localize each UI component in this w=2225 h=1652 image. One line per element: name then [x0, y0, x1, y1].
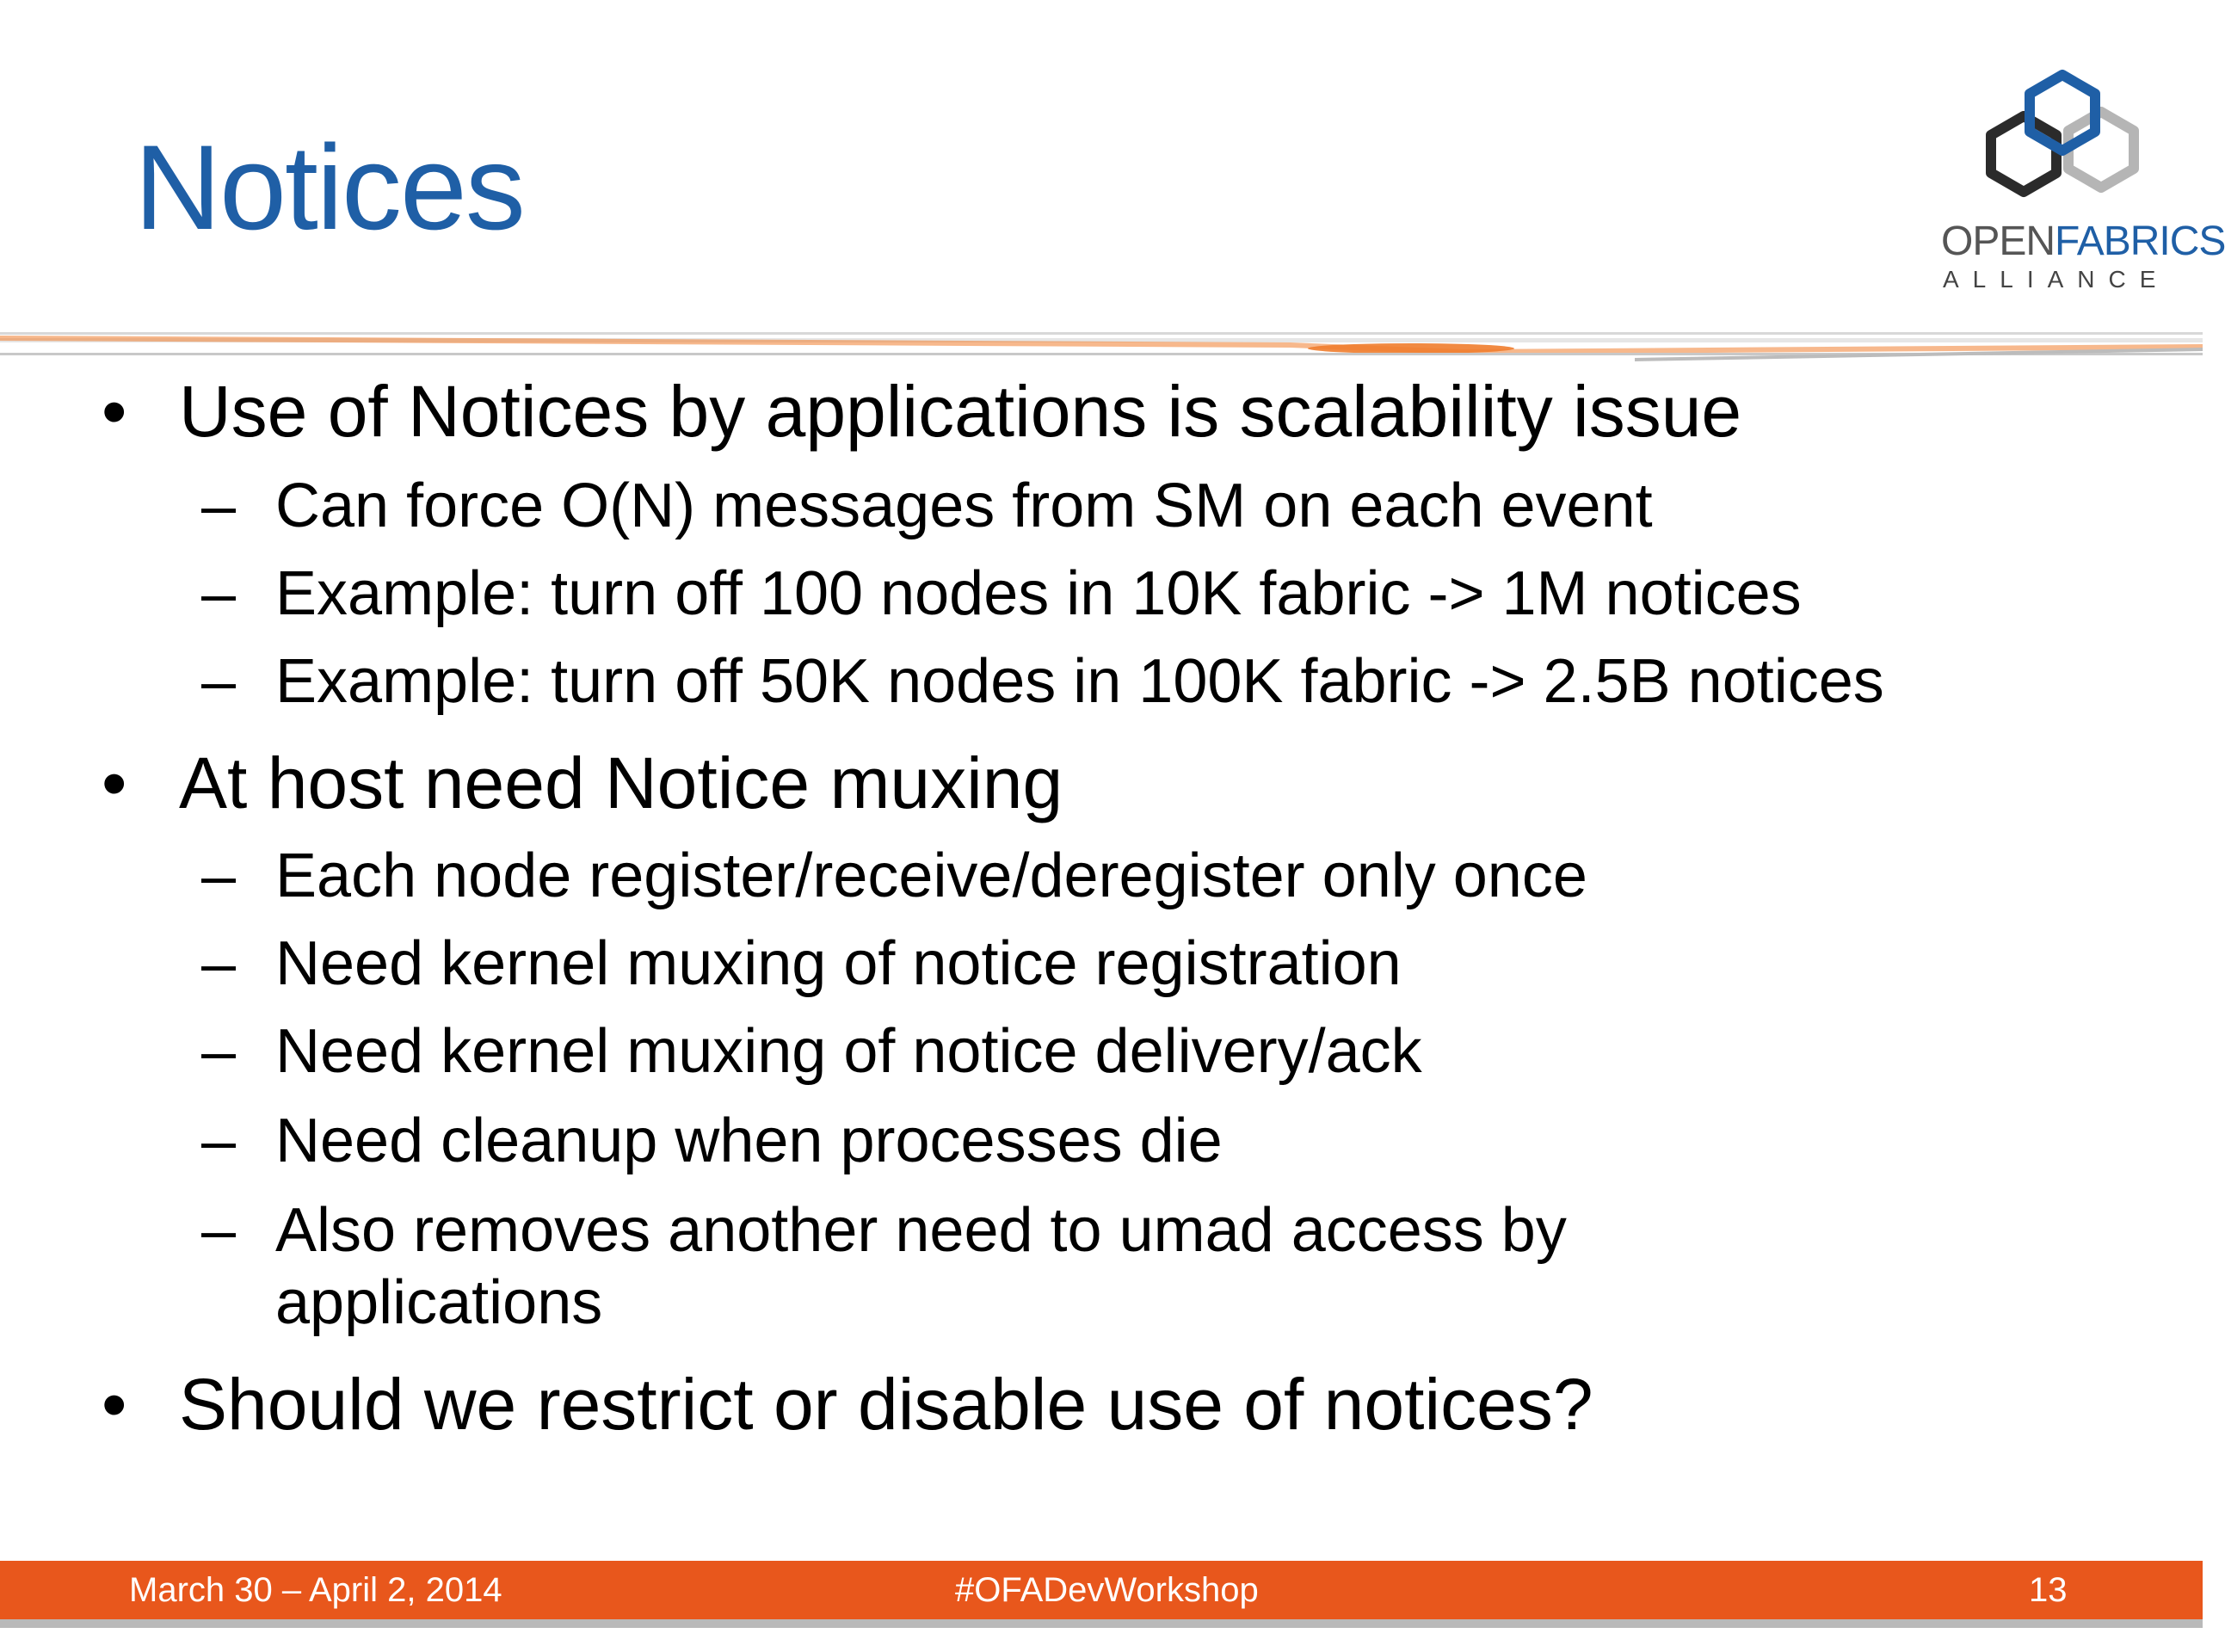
sub-bullet-item: – Each node register/receive/deregister only once [201, 841, 1587, 910]
hexagon-logo-icon [1972, 65, 2161, 219]
slide-title: Notices [134, 120, 524, 255]
footer-bar [0, 1561, 2203, 1619]
footer-hashtag: #OFADevWorkshop [955, 1571, 1259, 1609]
footer-shadow [0, 1619, 2203, 1628]
sub-bullet-item: – Need kernel muxing of notice delivery/ack [201, 1017, 1422, 1086]
sub-bullet-item: – Example: turn off 50K nodes in 100K fabric -> 2.5B notices [201, 647, 1884, 716]
page-number: 13 [2029, 1571, 2068, 1609]
sub-bullet-item: – Need cleanup when processes die [201, 1106, 1223, 1175]
logo-subtitle: ALLIANCE [1943, 266, 2170, 293]
sub-bullet-item: – Example: turn off 100 nodes in 10K fabric -> 1M notices [201, 559, 1802, 628]
sub-bullet-item: – Also removes another need to umad access by [201, 1196, 1567, 1265]
bullet-item: • Should we restrict or disable use of notices? [102, 1364, 1593, 1445]
footer-date: March 30 – April 2, 2014 [129, 1571, 502, 1609]
sub-bullet-continuation: applications [275, 1268, 603, 1337]
header-divider [0, 324, 2203, 375]
bullet-item: • Use of Notices by applications is scalability issue [102, 371, 1742, 452]
sub-bullet-item: – Need kernel muxing of notice registration [201, 929, 1402, 998]
bullet-item: • At host need Notice muxing [102, 743, 1063, 823]
sub-bullet-item: – Can force O(N) messages from SM on each event [201, 472, 1653, 540]
logo-wordmark: OPENFABRICS [1941, 219, 2225, 264]
openfabrics-logo [1936, 65, 2225, 297]
